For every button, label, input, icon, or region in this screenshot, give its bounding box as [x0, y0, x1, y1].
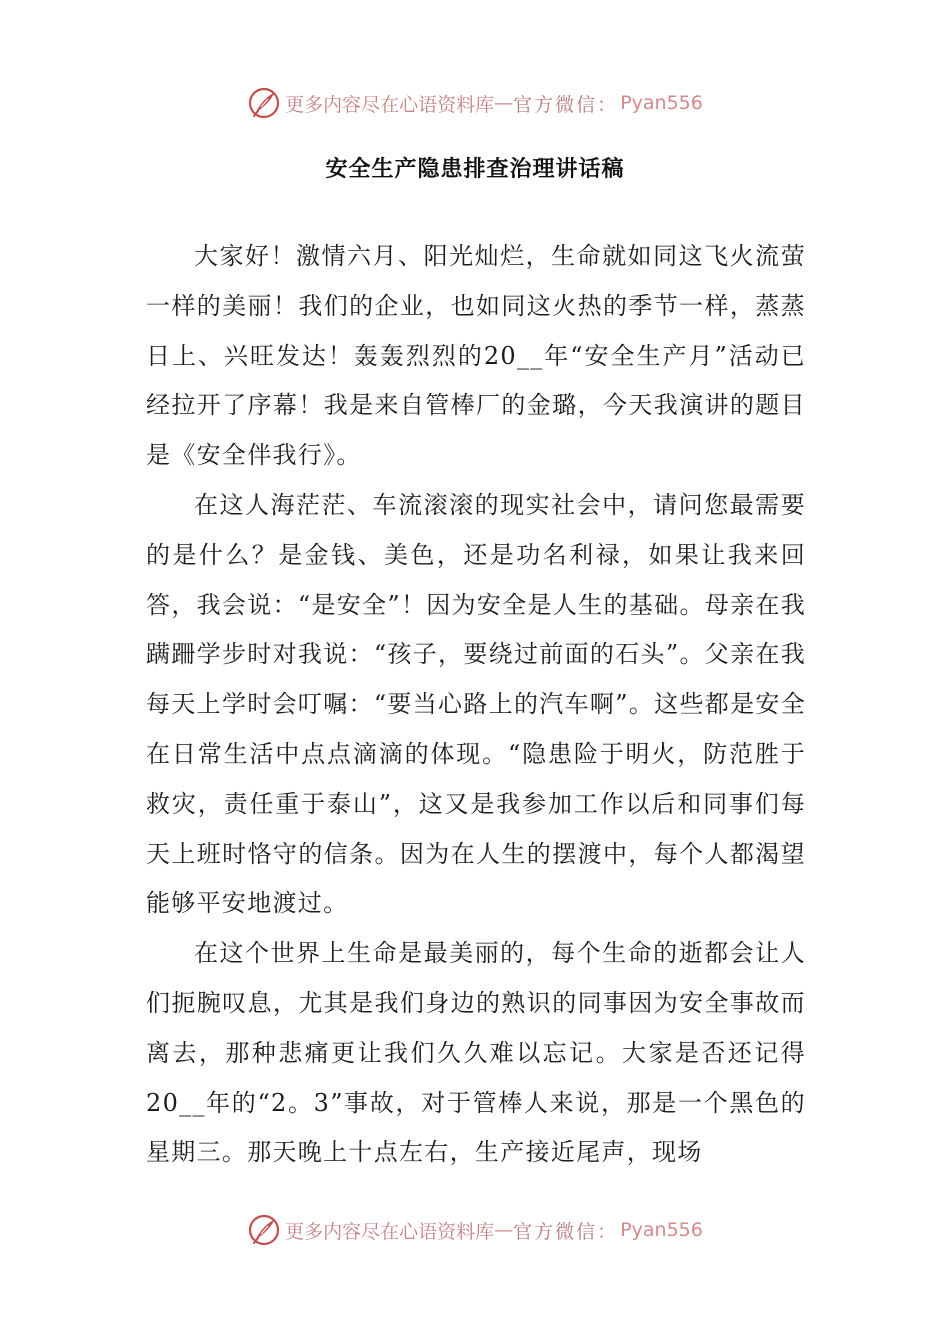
banner-label: 官方微信： — [513, 1220, 619, 1243]
paragraph-3: 在这个世界上生命是最美丽的，每个生命的逝都会让人们扼腕叹息，尤其是我们身边的熟识的同事因为安全事故而离去，那种悲痛更让我们久久难以忘记。大家是否还记得20__年的“2。3”事故，对于管棒人来说，那是一个黑色的星期三。那天晚上十点左右，生产接近尾声，现场 — [146, 939, 806, 1167]
header-banner — [0, 83, 950, 123]
document-body — [146, 232, 806, 1178]
paragraph-1: 大家好！激情六月、阳光灿烂，生命就如同这飞火流萤一样的美丽！我们的企业，也如同这火热的季节一样，蒸蒸日上、兴旺发达！轰轰烈烈的20__年“安全生产月”活动已经拉开了序幕！我是来自管棒厂的金璐，今天我演讲的题目是《安全伴我行》。 — [146, 242, 806, 470]
banner-dash: — — [494, 92, 514, 114]
footer-banner — [0, 1210, 950, 1250]
banner-wechat-id: Pyan556 — [620, 92, 703, 114]
banner-site-text: 更多内容尽在心语资料库 — [285, 1220, 495, 1243]
banner-wechat-id: Pyan556 — [620, 1219, 703, 1241]
quill-pen-logo-icon — [247, 1213, 281, 1247]
paragraph-2: 在这人海茫茫、车流滚滚的现实社会中，请问您最需要的是什么？是金钱、美色，还是功名利禄，如果让我来回答，我会说：“是安全”！因为安全是人生的基础。母亲在我蹒跚学步时对我说：“孩子，要绕过前面的石头”。父亲在我每天上学时会叮嘱：“要当心路上的汽车啊”。这些都是安全在日常生活中点点滴滴的体现。“隐患险于明火，防范胜于救灾，责任重于泰山”，这又是我参加工作以后和同事们每天上班时恪守的信条。因为在人生的摆渡中，每个人都渴望能够平安地渡过。 — [146, 490, 806, 918]
banner-label: 官方微信： — [513, 93, 619, 116]
banner-dash: — — [494, 1219, 514, 1241]
document-title: 安全生产隐患排查治理讲话稿 — [325, 157, 625, 182]
banner-site-text: 更多内容尽在心语资料库 — [285, 93, 495, 116]
quill-pen-logo-icon — [247, 86, 281, 120]
